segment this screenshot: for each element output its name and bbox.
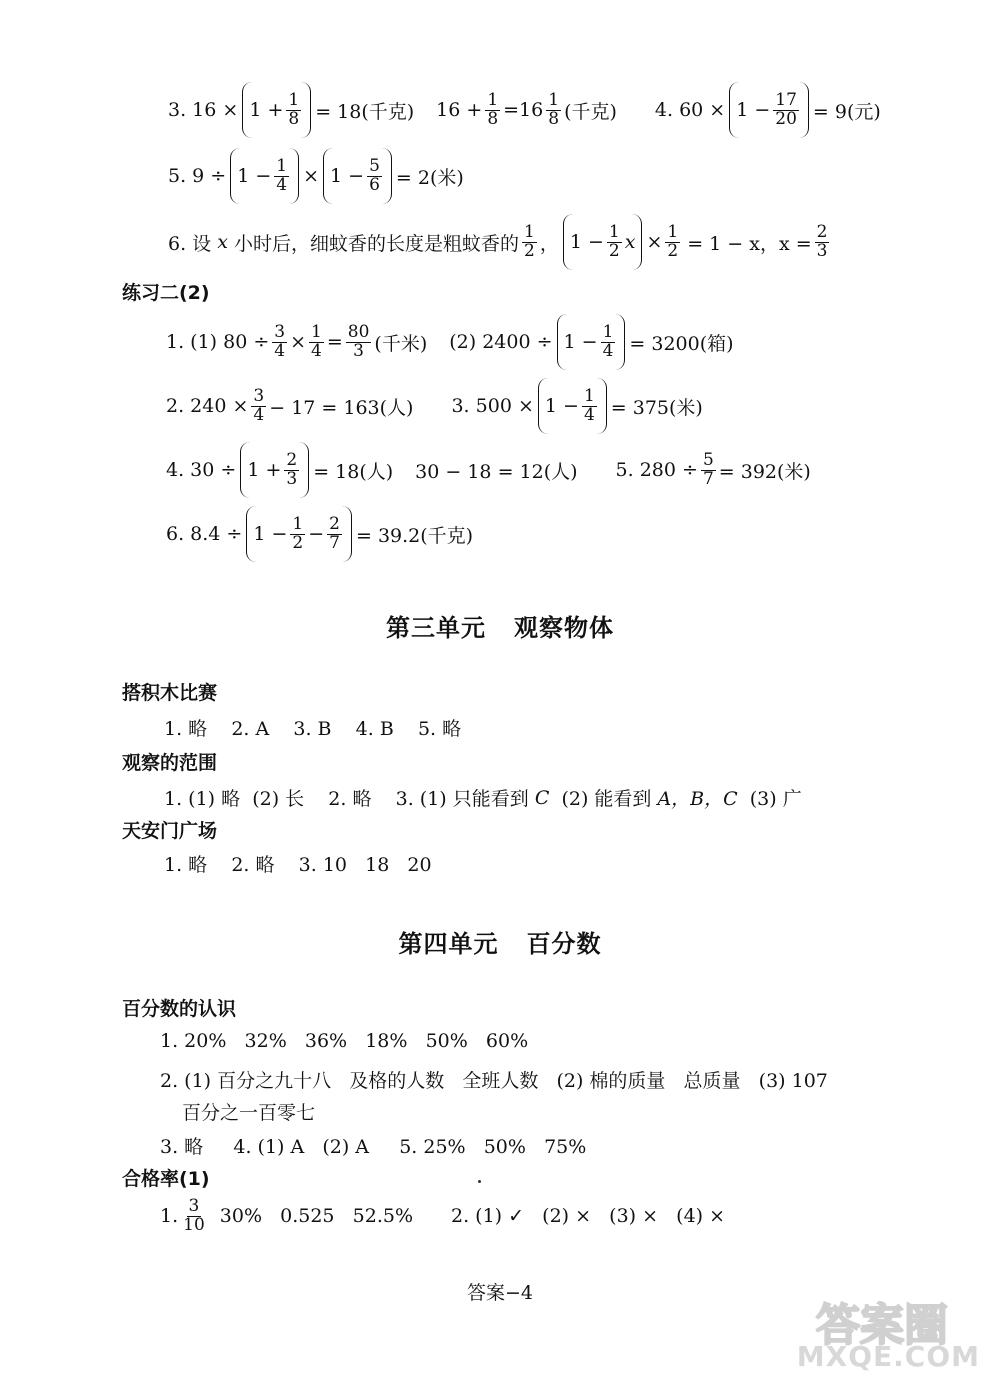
q3-mid: 16 + [436,99,483,121]
ex2-l3-paren: 1 + $\frac{2}{3}$ [240,442,309,498]
q4-result: = 9(元) [812,100,881,123]
ex2-l2-frac-2: $\frac{1}{4}$ [583,385,595,425]
q3-fraction-2: $\frac{1}{8}$ [487,89,499,129]
unit-4-title: 百分数 [526,930,602,958]
pass-rate-l1-a: 1. [160,1205,179,1228]
ex2-l3-res: = 18(人) [313,460,394,483]
ex2-l1-paren: 1 − $\frac{1}{4}$ [557,314,626,370]
percent-line-1: 1. 20% 32% 36% 18% 50% 60% [160,1030,529,1052]
ex2-l4-a: 6. 8.4 ÷ [166,523,243,545]
ex2-l2-a: 2. 240 × [166,395,249,417]
pass-rate-l1-b: 30% 0.525 52.5% [219,1205,414,1228]
ex2-l2-res2: = 375(米) [610,396,703,419]
pass-rate-l1-c: 2. (1) ✓ (2) × (3) × (4) × [451,1205,726,1228]
svg-text:答案圈: 答案圈 [816,1300,948,1351]
stray-dot [478,1180,481,1183]
ex2-l1-frac-2: $\frac{1}{4}$ [311,321,322,361]
ex2-line-4 [166,506,473,562]
q3-paren [242,82,311,138]
ex2-l1-mul: × [290,331,307,353]
q3-eq2: =16 [503,99,544,121]
unit-3-heading [0,608,1000,643]
ex2-l1-res: = 3200(箱) [629,332,734,355]
ex2-l4-frac-1: $\frac{1}{2}$ [292,513,304,553]
ex2-l3-b: 30 − 18 = 12(人) [415,460,578,483]
q6-paren: 1 − $\frac{1}{2}$ x [563,214,643,270]
unit-3-title: 观察物体 [514,614,614,642]
ex2-l1-b: (2) 2400 ÷ [449,331,553,353]
ex2-l4-frac-2: $\frac{2}{7}$ [329,513,340,553]
unit-3-number: 第三单元 [386,614,486,642]
q3-mixed-fraction: $\frac{1}{8}$ [548,89,560,129]
ex2-l1-frac-1: $\frac{3}{4}$ [274,321,286,361]
q6-fraction-1: $\frac{1}{2}$ [524,221,535,261]
ex2-l1-unit: (千米) [374,332,428,355]
section-title-tiananmen: 天安门广场 [122,820,218,842]
ex2-l3-frac-2: $\frac{5}{7}$ [702,449,714,489]
ex2-l4-paren: 1 − $\frac{1}{2}$ − $\frac{2}{7}$ [246,506,352,562]
q5-fraction-1: $\frac{1}{4}$ [276,155,288,195]
ex2-l1-eq: = [326,331,343,353]
q6-mul: × [646,231,663,253]
q5-label: 5. 9 ÷ [168,165,227,187]
q4-fraction: $\frac{17}{20}$ [775,89,797,129]
ex2-l2-res: − 17 = 163(人) [269,396,414,419]
q6-paren-var: x [624,231,636,253]
ex2-l3-a: 4. 30 ÷ [166,459,237,481]
pass-rate-fraction: $\frac{3}{10}$ [183,1196,205,1235]
q4-paren [729,82,809,138]
q6-fraction-4: $\frac{2}{3}$ [816,221,828,261]
q6-text: 6. 设 [168,232,212,255]
q6-var: x [217,231,228,253]
section-title-blocks: 搭积木比赛 [122,682,218,704]
watermark-text: MXQE.COM [796,1340,980,1373]
section-title-range: 观察的范围 [122,752,218,774]
ex2-l1-frac-3: $\frac{80}{3}$ [347,321,370,361]
q3-label: 3. 16 × [168,99,239,121]
q5-paren-2: 1 − $\frac{5}{6}$ [323,148,392,204]
q6-comma: ， [539,232,559,255]
ex2-l3-frac-1: $\frac{2}{3}$ [286,449,298,489]
percent-line-2: 2. (1) 百分之九十八 及格的人数 全班人数 (2) 棉的质量 总质量 (3) 107 [160,1070,828,1092]
q5-paren-1: 1 − $\frac{1}{4}$ [230,148,299,204]
q4-paren-whole: 1 − [736,99,771,121]
point-c: C [534,786,550,809]
ex2-l3-res2: = 392(米) [718,460,811,483]
ex2-line-3 [166,442,811,498]
q5-mul: × [303,165,320,187]
q3-result: = 18(千克) [315,100,415,123]
pass-rate-line-1 [160,1198,725,1235]
q6-fraction-2: $\frac{1}{2}$ [608,221,620,261]
ex2-l3-c: 5. 280 ÷ [615,459,698,481]
answer-line-q6 [168,214,832,270]
page-number: 答案−4 [466,1282,533,1304]
unit-4-number: 第四单元 [398,930,499,958]
tiananmen-answers: 1. 略 2. 略 3. 10 18 20 [164,854,432,876]
q5-fraction-2: $\frac{5}{6}$ [369,155,380,195]
section-title-pass-rate: 合格率(1) [122,1168,210,1190]
q5-result: = 2(米) [395,166,464,189]
ex2-line-2 [166,378,703,434]
q3-result-2: (千克) [564,100,617,123]
q3-paren-whole: 1 + [249,99,284,121]
q6-fraction-3: $\frac{1}{2}$ [667,221,679,261]
section-title-ex2: 练习二(2) [122,282,210,304]
q6-text2: 小时后，细蚊香的长度是粗蚊香的 [233,232,519,255]
ex2-l1-a: 1. (1) 80 ÷ [166,331,270,353]
ex2-line-1 [166,314,734,370]
percent-line-3: 3. 略 4. (1) A (2) A 5. 25% 50% 75% [160,1136,587,1158]
ex2-l2-frac-1: $\frac{3}{4}$ [253,385,265,425]
points-abc: A，B，C [657,788,738,810]
q6-eq: = 1 − x，x = [687,232,812,255]
blocks-answers: 1. 略 2. A 3. B 4. B 5. 略 [164,718,462,740]
unit-4-heading [0,924,1000,959]
ex2-l2-b: 3. 500 × [451,395,534,417]
percent-line-2b: 百分之一百零七 [182,1102,316,1124]
range-answers: 1. (1) 略 (2) 长 2. 略 3. (1) 只能看到 C (2) 能看到 A，B，C (3) 广 [164,784,802,811]
section-title-percent: 百分数的认识 [122,998,237,1020]
answer-line-q5 [168,148,464,204]
q3-fraction: $\frac{1}{8}$ [288,89,300,129]
ex2-l1-frac-4: $\frac{1}{4}$ [602,321,614,361]
ex2-l4-res: = 39.2(千克) [355,524,474,547]
q4-label: 4. 60 × [654,99,726,121]
ex2-l2-paren: 1 − $\frac{1}{4}$ [538,378,607,434]
answer-line-q3-q4 [168,82,881,138]
